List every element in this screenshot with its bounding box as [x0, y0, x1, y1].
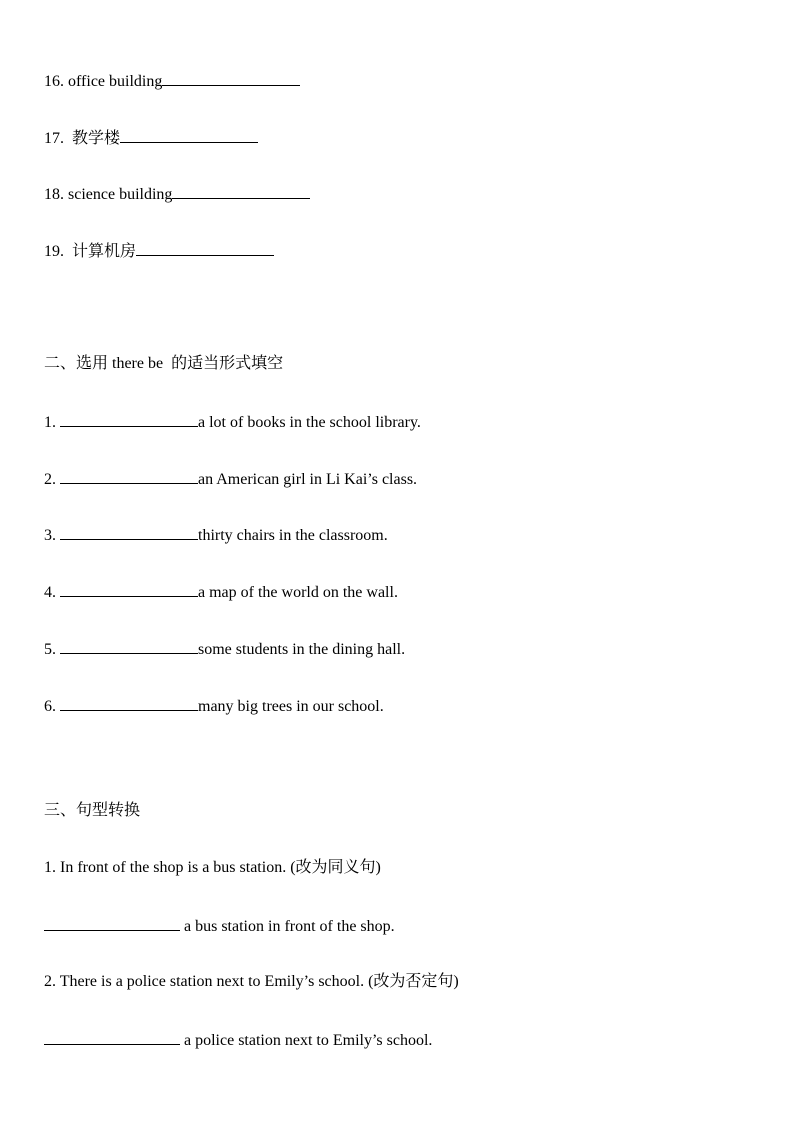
fill-blank-item [44, 695, 384, 715]
answer-blank[interactable] [60, 524, 198, 540]
item-number: 5. [44, 641, 60, 658]
fill-blank-item [44, 524, 388, 544]
answer-blank[interactable] [60, 638, 198, 654]
answer-blank[interactable] [172, 183, 310, 199]
answer-blank[interactable] [60, 468, 198, 484]
vocab-item [44, 240, 274, 260]
vocab-item [44, 183, 310, 203]
fill-blank-item [44, 411, 421, 431]
section-heading: 三、句型转换 [44, 802, 141, 819]
answer-blank[interactable] [60, 581, 198, 597]
answer-blank[interactable] [136, 240, 274, 256]
item-text: many big trees in our school. [198, 698, 384, 715]
answer-blank[interactable] [44, 915, 180, 931]
transform-answer [44, 1029, 432, 1049]
answer-text: a police station next to Emily’s school. [180, 1032, 433, 1049]
item-number: 2. [44, 471, 60, 488]
vocab-item [44, 127, 258, 147]
item-number: 4. [44, 584, 60, 601]
item-text: an American girl in Li Kai’s class. [198, 471, 418, 488]
answer-blank[interactable] [60, 411, 198, 427]
answer-blank[interactable] [44, 1029, 180, 1045]
item-number: 3. [44, 527, 60, 544]
vocab-item-label: 17. 教学楼 [44, 130, 121, 147]
vocab-item-label: 19. 计算机房 [44, 243, 137, 260]
vocab-item [44, 70, 300, 90]
vocab-item-label: 16. office building [44, 73, 163, 90]
item-text: thirty chairs in the classroom. [198, 527, 388, 544]
transform-answer [44, 915, 395, 935]
item-number: 1. [44, 414, 60, 431]
fill-blank-item [44, 581, 398, 601]
answer-blank[interactable] [120, 127, 258, 143]
transform-question: 1. In front of the shop is a bus station. (改为同义句) [44, 859, 381, 876]
answer-text: a bus station in front of the shop. [180, 918, 395, 935]
item-text: a lot of books in the school library. [198, 414, 421, 431]
fill-blank-item [44, 468, 417, 488]
item-text: a map of the world on the wall. [198, 584, 398, 601]
answer-blank[interactable] [60, 695, 198, 711]
section-heading: 二、选用 there be 的适当形式填空 [44, 355, 284, 372]
fill-blank-item [44, 638, 405, 658]
answer-blank[interactable] [162, 70, 300, 86]
item-number: 6. [44, 698, 60, 715]
transform-question: 2. There is a police station next to Emily’s school. (改为否定句) [44, 973, 459, 990]
vocab-item-label: 18. science building [44, 186, 173, 203]
item-text: some students in the dining hall. [198, 641, 406, 658]
